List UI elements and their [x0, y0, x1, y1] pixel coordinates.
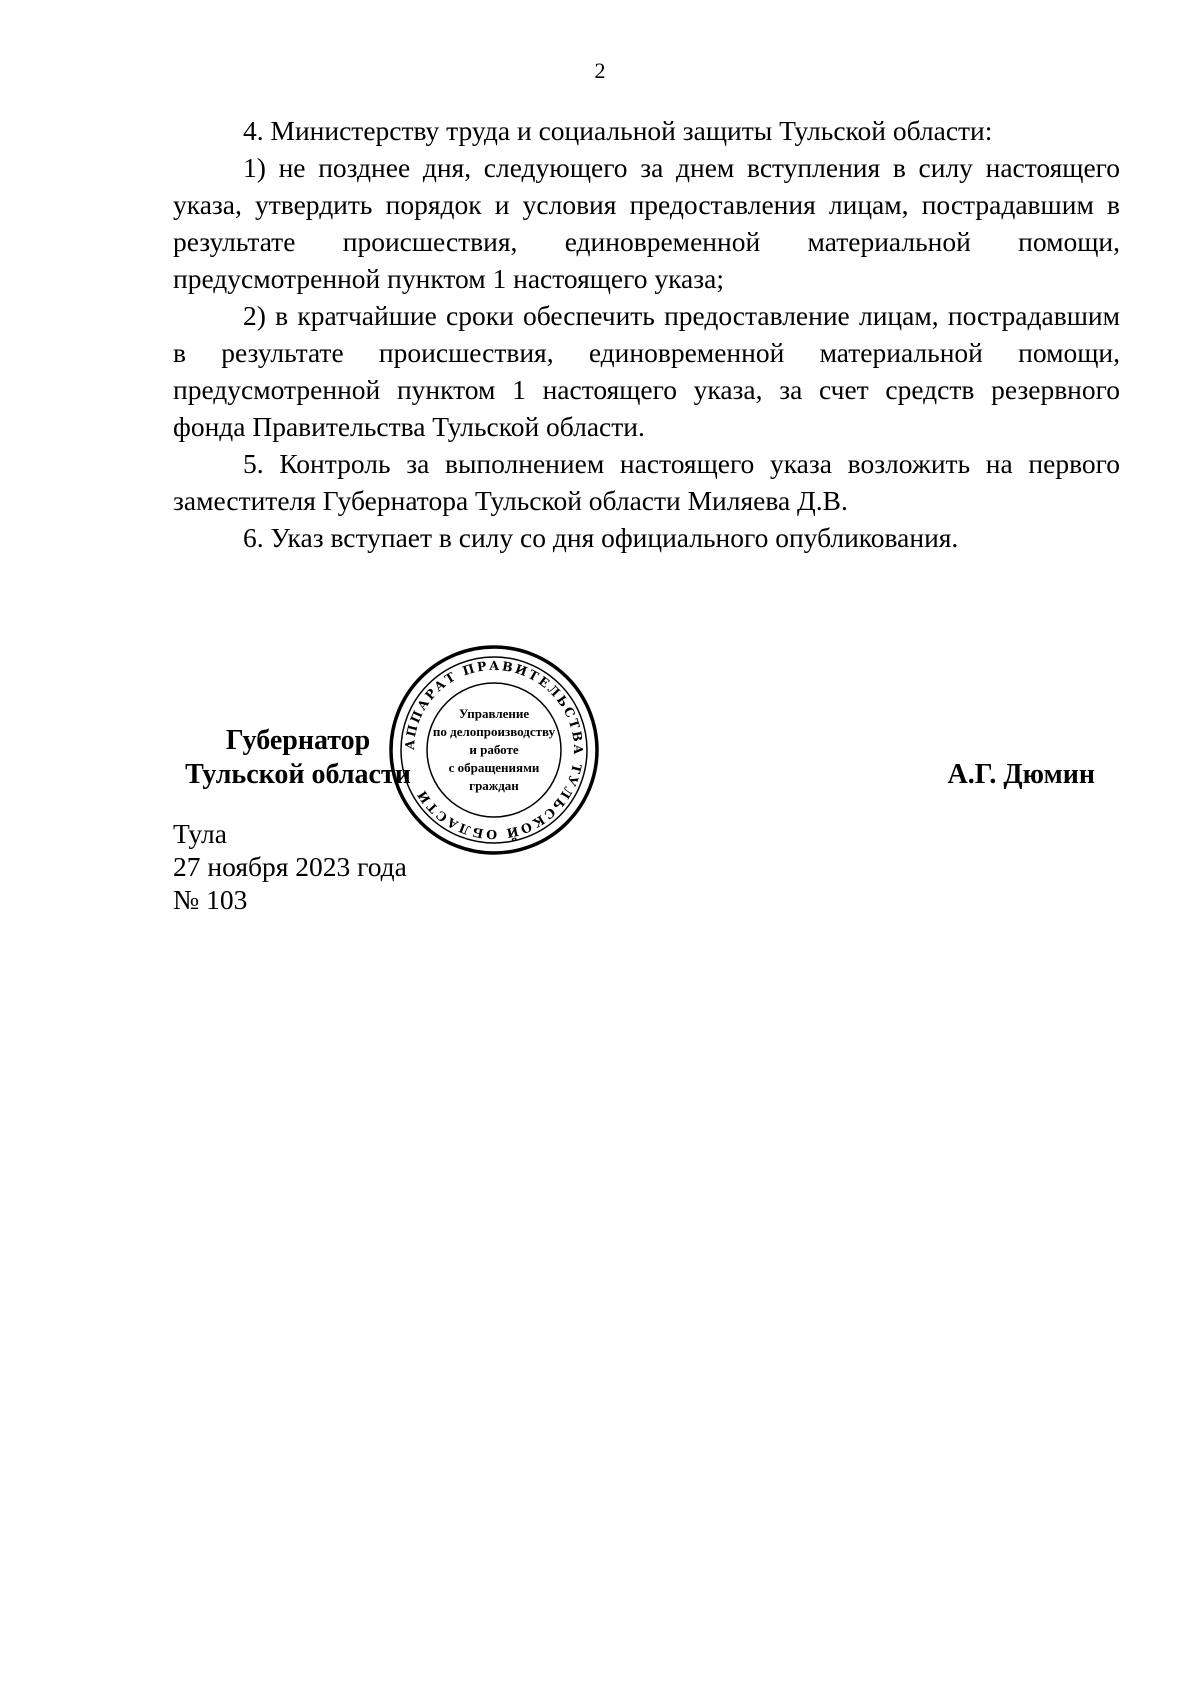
page-number: 2 [594, 58, 606, 83]
seal-center-line: с обращениями [448, 760, 540, 775]
signatory-name: А.Г. Дюмин [947, 759, 1095, 790]
paragraph-subitem-2: 2) в кратчайшие сроки обеспечить предоставление лицам, пострадавшим в результате происшествия, единовременной материальной помощи, предусмотренной пунктом 1 настоящего указа, за счет средств резервного фонда Правительства Тульской области. [173, 300, 1120, 442]
document-imprint [173, 817, 407, 916]
seal-center-line: граждан [469, 778, 519, 793]
paragraph-item-5: 5. Контроль за выполнением настоящего указа возложить на первого заместителя Губернатора Тульской области Миляева Д.В. [173, 448, 1120, 516]
decree-body [173, 112, 1120, 556]
official-seal [384, 640, 604, 860]
imprint-number: № 103 [173, 884, 248, 915]
imprint-city: Тула [173, 818, 227, 849]
paragraph-item-4: 4. Министерству труда и социальной защиты Тульской области: [243, 115, 993, 146]
seal-graphic [384, 640, 604, 860]
seal-center-line: и работе [469, 742, 519, 757]
seal-center-text [433, 706, 556, 793]
seal-center-line: Управление [458, 706, 530, 721]
imprint-date: 27 ноября 2023 года [173, 851, 407, 882]
seal-center-line: по делопроизводству [432, 724, 556, 739]
paragraph-subitem-1: 1) не позднее дня, следующего за днем вступления в силу настоящего указа, утвердить порядок и условия предоставления лицам, пострадавшим в результате происшествия, единовременной материальной помощи, предусмотренной пунктом 1 настоящего указа; [173, 152, 1120, 294]
signature-block [173, 724, 1095, 794]
seal-ring-text: АППАРАТ ПРАВИТЕЛЬСТВА ТУЛЬСКОЙ ОБЛАСТИ [401, 657, 587, 843]
signatory-title-line2: Тульской области [185, 759, 411, 790]
paragraph-item-6: 6. Указ вступает в силу со дня официального опубликования. [243, 522, 959, 553]
signatory-title-line1: Губернатор [225, 725, 371, 756]
